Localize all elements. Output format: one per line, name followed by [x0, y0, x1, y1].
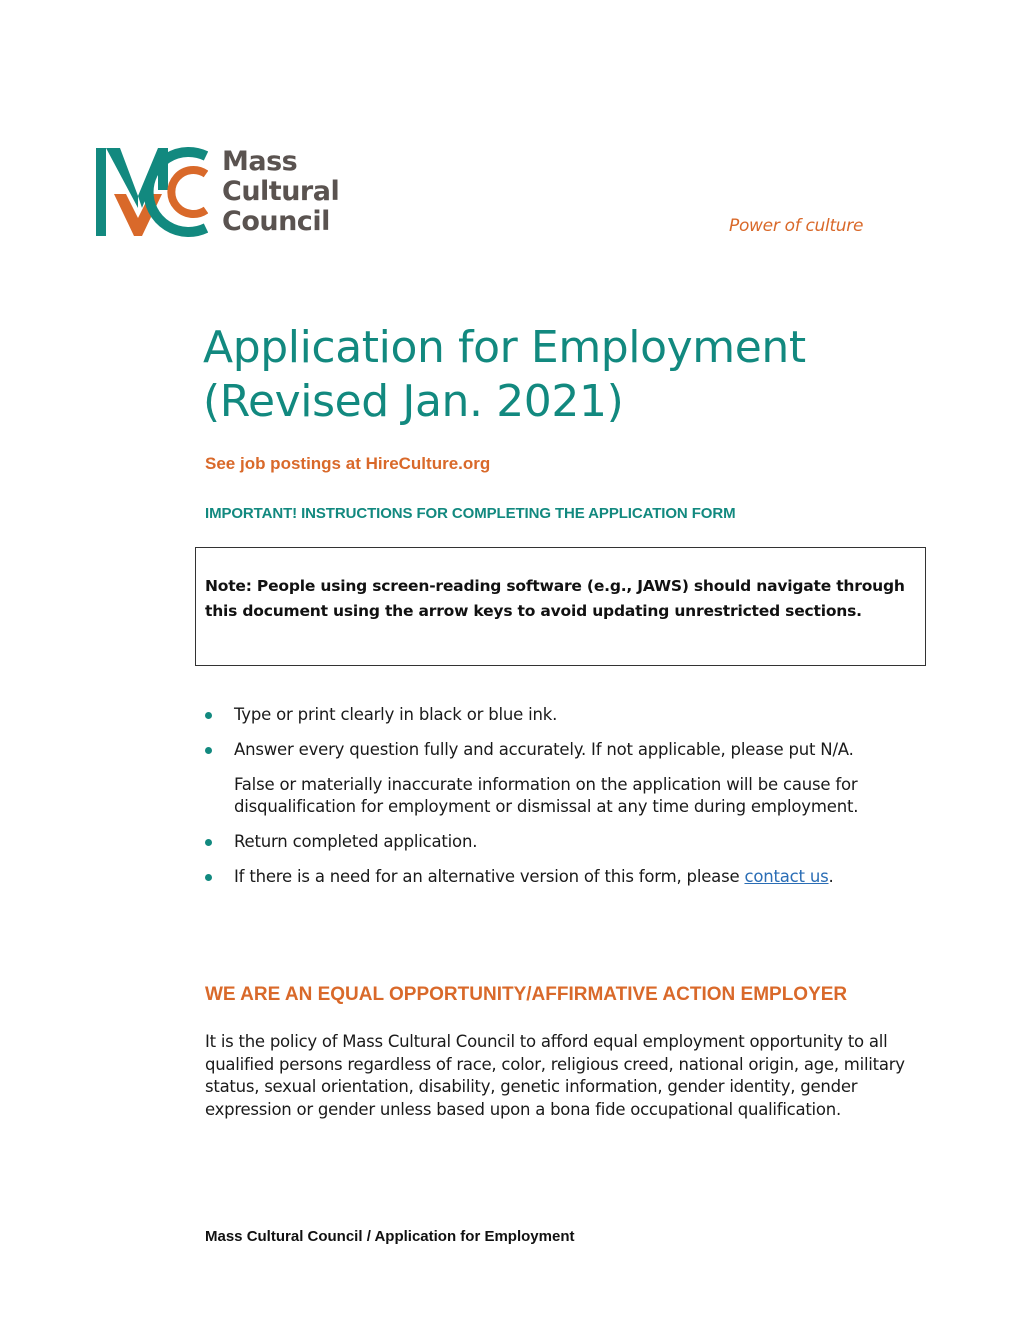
- bullet-icon: [205, 712, 212, 719]
- mass-cultural-council-logo: [96, 146, 356, 242]
- list-item-text: Type or print clearly in black or blue ink.: [234, 705, 558, 724]
- logo-line-council: Council: [222, 206, 330, 237]
- instructions-list: [205, 704, 905, 888]
- list-item-text: Return completed application.: [234, 832, 478, 851]
- page-title-line-1: Application for Employment: [203, 322, 806, 373]
- logo-wordmark: [222, 147, 339, 237]
- list-item-suffix: .: [828, 867, 834, 886]
- screen-reader-note: Note: People using screen-reading software (e.g., JAWS) should navigate through this document using the arrow keys to avoid updating unrestricted sections.: [205, 577, 905, 620]
- contact-us-link[interactable]: contact us: [744, 867, 829, 886]
- page-title: [203, 321, 983, 429]
- list-item: [205, 739, 905, 818]
- tagline: Power of culture: [729, 216, 864, 236]
- instructions-heading: IMPORTANT! INSTRUCTIONS FOR COMPLETING THE APPLICATION FORM: [205, 505, 736, 522]
- list-item: [205, 704, 905, 726]
- list-item-text: Answer every question fully and accurately. If not applicable, please put N/A.: [234, 740, 854, 759]
- job-postings-text: See job postings at HireCulture.org: [205, 454, 491, 473]
- list-item-subtext: False or materially inaccurate information on the application will be cause for disqualification for employment or dismissal at any time during employment.: [234, 775, 859, 816]
- page-footer: Mass Cultural Council / Application for Employment: [205, 1228, 575, 1245]
- list-item: [205, 866, 905, 888]
- bullet-icon: [205, 874, 212, 881]
- list-item: [205, 831, 905, 853]
- eeo-policy-text: It is the policy of Mass Cultural Council to afford equal employment opportunity to all qualified persons regardless of race, color, religious creed, national origin, age, military status, sexual orientation, disability, genetic information, gender identity, gender expression or gender unless based upon a bona fide occupational qualification.: [205, 1032, 905, 1119]
- mc-logo-mark-icon: [96, 146, 208, 238]
- bullet-icon: [205, 839, 212, 846]
- list-item-text: If there is a need for an alternative version of this form, please: [234, 867, 745, 886]
- screen-reader-note-box: [195, 547, 926, 666]
- page-title-line-2: (Revised Jan. 2021): [203, 376, 624, 427]
- eeo-heading: WE ARE AN EQUAL OPPORTUNITY/AFFIRMATIVE ACTION EMPLOYER: [205, 984, 848, 1005]
- bullet-icon: [205, 747, 212, 754]
- logo-line-mass: Mass: [222, 146, 298, 177]
- logo-line-cultural: Cultural: [222, 176, 340, 207]
